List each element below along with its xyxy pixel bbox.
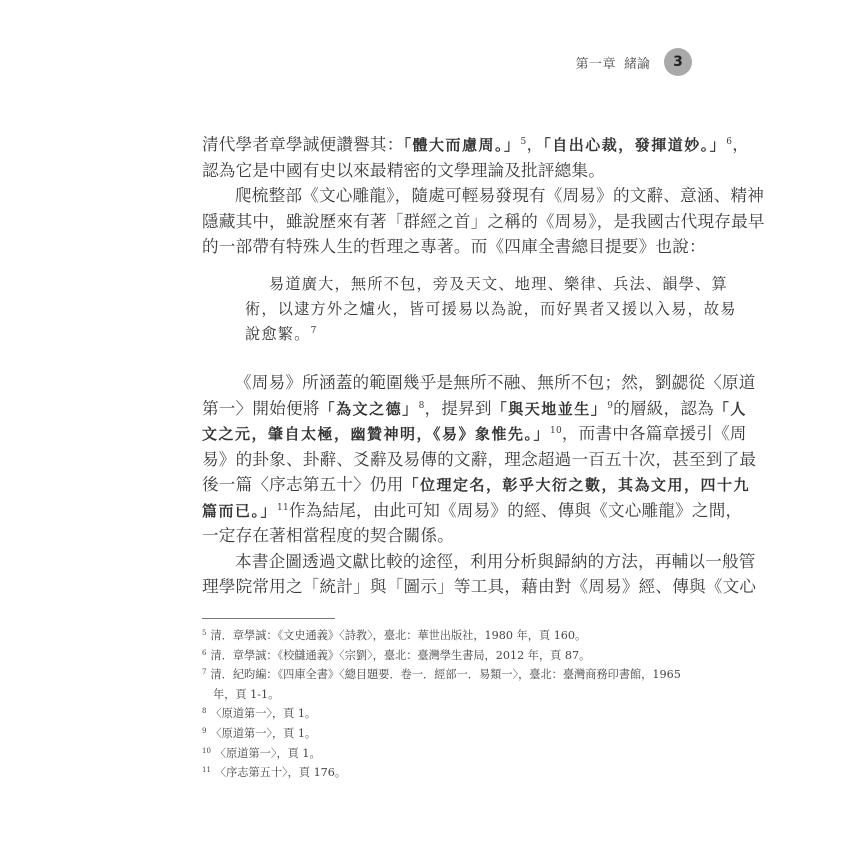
footnote-number: 9 [202, 726, 207, 735]
footnote-number: 6 [202, 648, 207, 657]
footnote [202, 744, 682, 764]
text: ， [526, 135, 544, 154]
footnote-ref[interactable]: 6 [726, 137, 733, 147]
text: 的層級，認為 [613, 398, 714, 418]
footnote-ref[interactable]: 11 [277, 502, 289, 513]
text: ， [732, 135, 750, 154]
footnote-number: 7 [202, 668, 207, 677]
quote-line: 易道廣大，無所不包，旁及天文、地理、樂律、兵法、韻學、算 [269, 275, 728, 293]
quotation: 「人 [713, 399, 747, 418]
quotation: 「為文之德」 [319, 399, 419, 418]
paragraph-line: 認為它是中國有史以來最精密的文學理論及批評總集。 [202, 160, 606, 180]
footnote-ref[interactable]: 9 [607, 400, 614, 411]
paragraph-line [202, 396, 747, 422]
paragraph-line [202, 421, 747, 447]
footnote-ref[interactable]: 7 [310, 326, 318, 336]
footnote-text: 〈原道第一〉，頁 1。 [214, 746, 321, 760]
footnote-ref[interactable]: 10 [550, 426, 562, 436]
paragraph-line [202, 132, 750, 158]
text: 清代學者章學誠便讚譽其： [202, 135, 404, 154]
footnote-text: 清．章學誠：《校讎通義》〈宗劉〉，臺北：臺灣學生書局，2012 年，頁 87。 [210, 648, 591, 662]
quotation: 「體大而慮周。」 [403, 136, 521, 154]
quotation: 「位理定名，彰乎大衍之數，其為文用，四十九 [403, 476, 751, 494]
quotation: 「與天地並生」 [491, 399, 608, 418]
paragraph-line: 理學院常用之「統計」與「圖示」等工具，藉由對《周易》經、傳與《文心 [202, 577, 757, 596]
text: 後一篇〈序志第五十〉仍用 [202, 475, 404, 494]
paragraph-line: 一定存在著相當程度的契合關係。 [202, 526, 454, 545]
footnote [202, 626, 682, 646]
footnote-text: 〈序志第五十〉，頁 176。 [214, 766, 347, 780]
footnote [202, 704, 682, 724]
footnote [202, 665, 682, 685]
quotation: 「自出心裁，發揮道妙。」 [543, 136, 727, 154]
main-text [202, 132, 765, 260]
page-number-badge: 3 [664, 48, 692, 76]
footnote-number: 5 [202, 629, 207, 637]
block-quote [245, 272, 737, 347]
footnote-ref[interactable]: 5 [520, 137, 527, 147]
paragraph-line: 隱藏其中，雖說歷來有著「群經之首」之稱的《周易》，是我國古代現存最早 [202, 211, 765, 231]
text: 第一〉開始便將 [202, 398, 320, 418]
footnote [202, 724, 682, 744]
main-text-continued [202, 370, 757, 600]
running-header [575, 48, 692, 76]
footnotes [202, 626, 682, 783]
paragraph-line: 易》的卦象、卦辭、爻辭及易傳的文辭，理念超過一百五十次，甚至到了最 [202, 449, 757, 469]
footnote-text: 〈原道第一〉，頁 1。 [210, 726, 317, 740]
quote-line: 術，以逮方外之爐火，皆可援易以為說，而好異者又援以入易，故易 [245, 300, 737, 318]
footnote-number: 10 [202, 746, 211, 755]
text: 說愈繁。 [245, 325, 311, 343]
footnote-divider [202, 618, 335, 619]
footnote-number: 11 [202, 766, 211, 775]
paragraph-line [202, 498, 743, 524]
chapter-title: 緒論 [623, 56, 650, 72]
footnote-ref[interactable]: 8 [418, 400, 425, 411]
footnote [202, 646, 682, 666]
quotation: 篇而已。」 [202, 501, 278, 520]
footnote-text: 清．章學誠：《文史通義》〈詩教〉，臺北：華世出版社，1980 年，頁 160。 [210, 629, 587, 642]
text: 作為結尾，由此可知《周易》的經、傳與《文心雕龍》之間， [288, 500, 743, 520]
quotation: 文之元，肇自太極，幽贊神明，《易》象惟先。」 [202, 425, 551, 443]
text: ，而書中各篇章援引《周 [561, 424, 747, 443]
footnote-text: 清．紀昀編：《四庫全書》〈總目題要．卷一．經部一．易類一〉，臺北：臺灣商務印書館，1965 [210, 668, 681, 682]
paragraph-line: 本書企圖透過文獻比較的途徑，利用分析與歸納的方法，再輔以一般管 [235, 551, 756, 571]
text: ，提昇到 [424, 398, 492, 418]
paragraph-line: 爬梳整部《文心雕龍》，隨處可輕易發現有《周易》的文辭、意涵、精神 [235, 186, 765, 205]
footnote-continuation: 年，頁 1-1。 [213, 687, 280, 701]
paragraph-line: 《周易》所涵蓋的範圍幾乎是無所不融、無所不包；然，劉勰從〈原道 [235, 373, 756, 392]
chapter-label: 第一章 [575, 56, 616, 72]
footnote-text: 〈原道第一〉，頁 1。 [210, 707, 317, 721]
paragraph-line [202, 472, 751, 498]
paragraph-line: 的一部帶有特殊人生的哲理之專著。而《四庫全書總目提要》也說： [202, 237, 706, 256]
quote-line [245, 322, 677, 347]
footnote [202, 763, 682, 783]
footnote-number: 8 [202, 707, 207, 716]
